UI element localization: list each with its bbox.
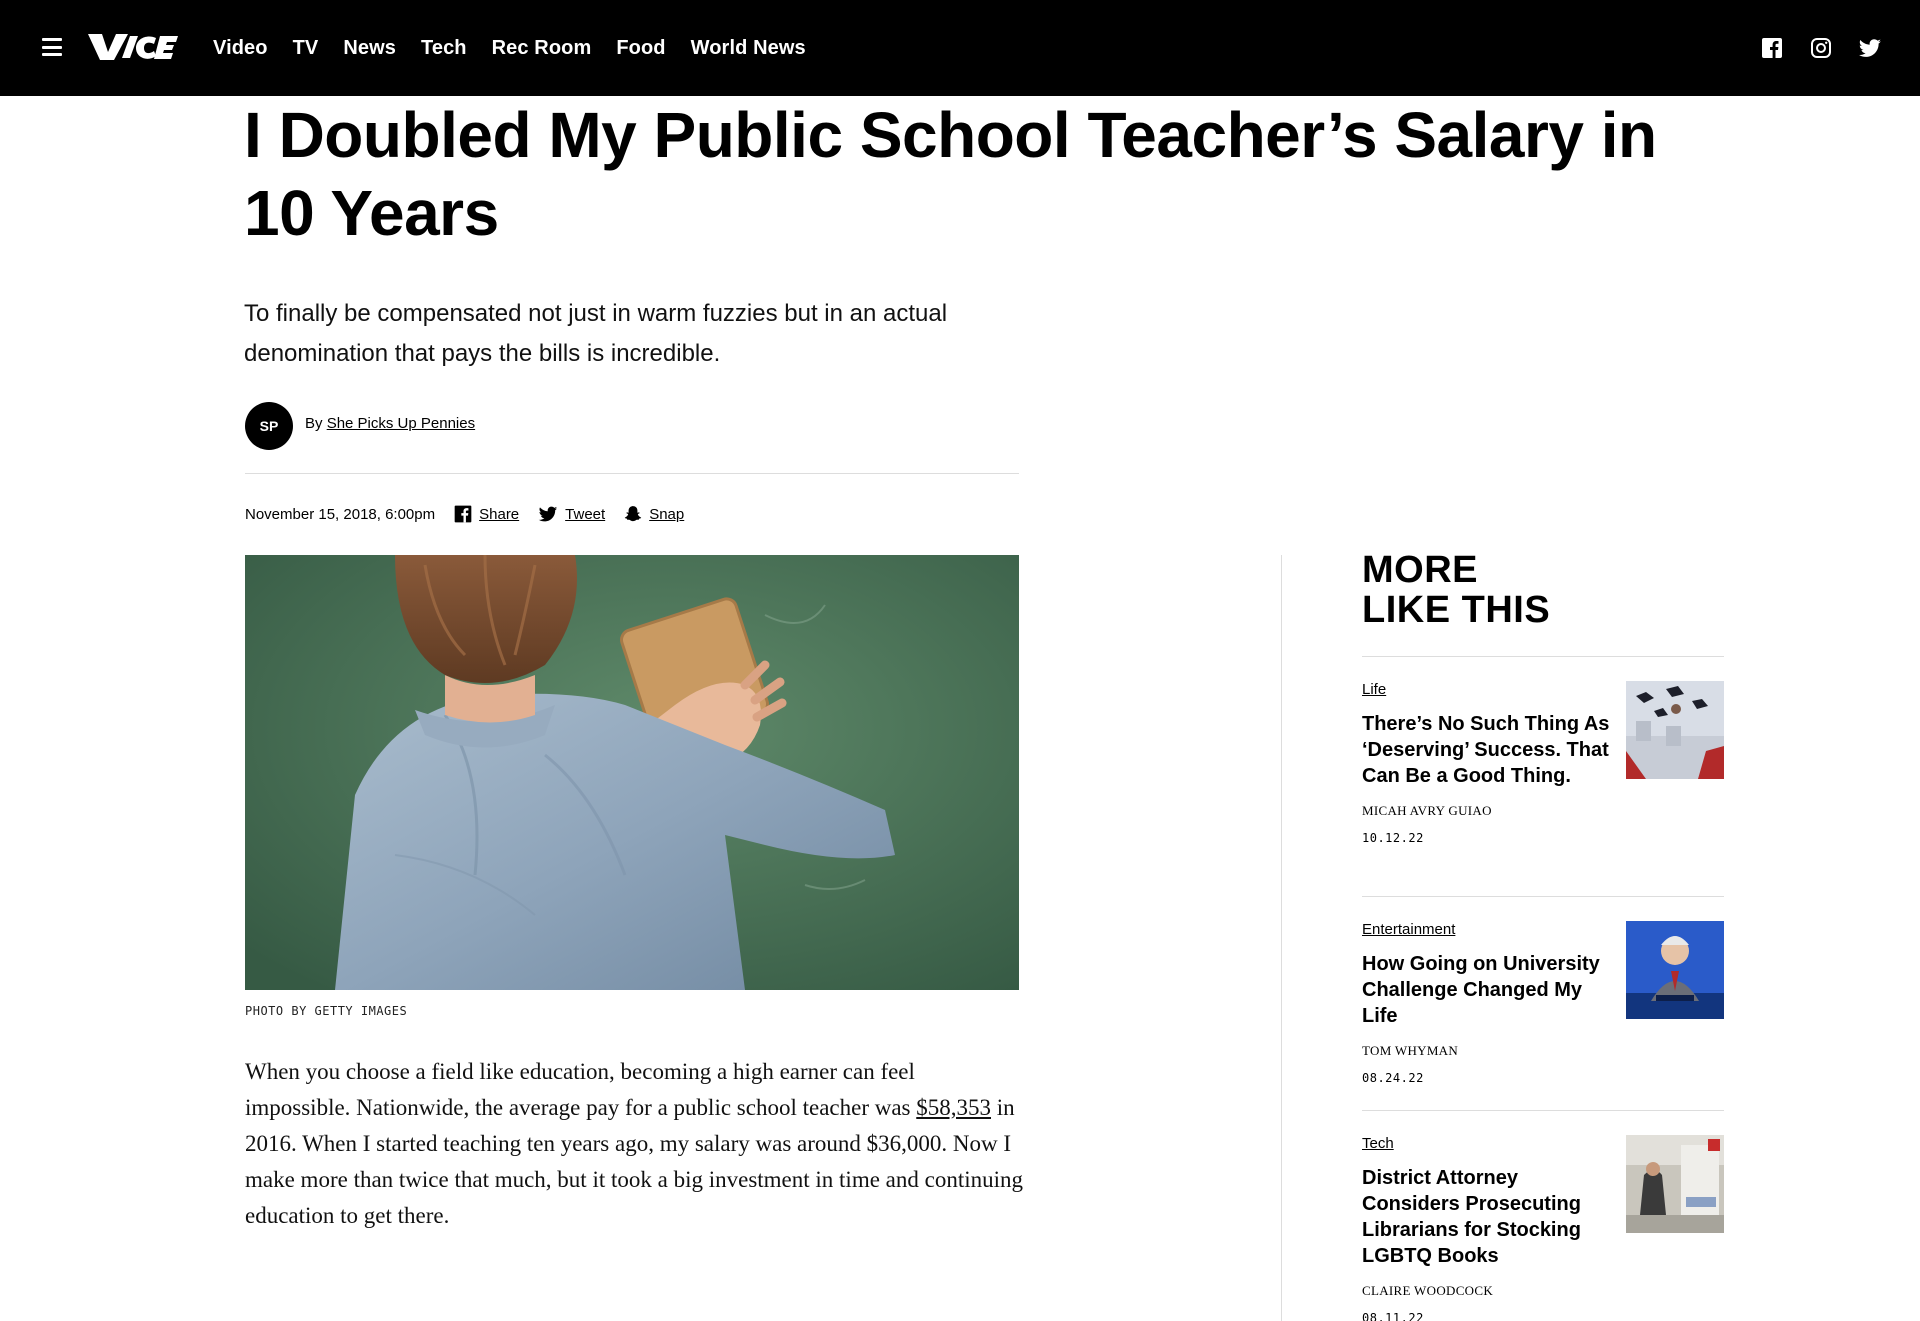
related-date: 08.11.22 <box>1362 1311 1424 1321</box>
related-thumbnail[interactable] <box>1626 1135 1724 1233</box>
nav-rec-room[interactable]: Rec Room <box>491 36 592 59</box>
heading-line-1: MORE <box>1362 549 1478 591</box>
share-snapchat-button[interactable] <box>623 504 684 524</box>
share-snapchat-label: Snap <box>649 505 685 523</box>
nav-video[interactable]: Video <box>213 36 268 59</box>
snapchat-icon <box>623 504 643 524</box>
more-like-this-heading <box>1362 550 1550 630</box>
related-article-card[interactable] <box>1362 1135 1724 1321</box>
instagram-icon[interactable] <box>1809 36 1833 60</box>
salary-stat-link[interactable]: $58,353 <box>916 1095 991 1120</box>
related-category-link[interactable]: Entertainment <box>1362 921 1456 938</box>
nav-tv[interactable]: TV <box>292 36 319 59</box>
share-facebook-button[interactable] <box>453 504 519 524</box>
nav-world-news[interactable]: World News <box>690 36 806 59</box>
menu-icon[interactable] <box>42 38 62 56</box>
related-category-link[interactable]: Life <box>1362 681 1387 698</box>
related-title[interactable]: District Attorney Considers Prosecuting Librarians for Stocking LGBTQ Books <box>1362 1167 1581 1267</box>
publish-date: November 15, 2018, 6:00pm <box>245 505 436 523</box>
share-twitter-label: Tweet <box>565 505 606 523</box>
related-author: CLAIRE WOODCOCK <box>1362 1283 1494 1298</box>
site-header <box>0 0 1920 96</box>
byline-divider <box>245 473 1019 474</box>
facebook-icon <box>453 504 473 524</box>
related-title[interactable]: How Going on University Challenge Changed My Life <box>1362 953 1600 1027</box>
author-link[interactable]: She Picks Up Pennies <box>326 415 476 432</box>
image-caption: PHOTO BY GETTY IMAGES <box>245 1004 408 1018</box>
related-thumbnail[interactable] <box>1626 681 1724 779</box>
related-date: 08.24.22 <box>1362 1071 1424 1085</box>
related-thumbnail[interactable] <box>1626 921 1724 1019</box>
sidebar-rule <box>1362 896 1724 897</box>
heading-line-2: LIKE THIS <box>1362 589 1551 631</box>
sidebar-divider <box>1281 555 1282 1321</box>
vice-logo[interactable] <box>84 30 180 64</box>
byline <box>305 415 475 432</box>
twitter-icon <box>537 504 559 524</box>
share-twitter-button[interactable] <box>537 504 605 524</box>
article-title: I Doubled My Public School Teacher’s Salary in 10 Years <box>244 99 1657 249</box>
related-author: MICAH AVRY GUIAO <box>1362 803 1492 818</box>
twitter-icon[interactable] <box>1858 36 1882 60</box>
body-text-part2: in 2016. When I started teaching ten years ago, my salary was around $36,000. Now I make more than twice that much, but it took a big investment in time and continuing education to get there. <box>245 1095 1024 1228</box>
related-date: 10.12.22 <box>1362 831 1424 845</box>
article-body <box>245 1054 1025 1234</box>
article-meta <box>245 502 702 526</box>
hero-image <box>245 555 1019 990</box>
share-facebook-label: Share <box>479 505 520 523</box>
article-dek: To finally be compensated not just in warm fuzzies but in an actual denomination that pays the bills is incredible. <box>244 300 948 367</box>
facebook-icon[interactable] <box>1760 36 1784 60</box>
nav-food[interactable]: Food <box>616 36 666 59</box>
related-category-link[interactable]: Tech <box>1362 1135 1394 1152</box>
main-nav <box>213 0 831 96</box>
nav-tech[interactable]: Tech <box>421 36 467 59</box>
social-links <box>1760 36 1882 60</box>
body-text-part1: When you choose a field like education, becoming a high earner can feel impossible. Nationwide, the average pay for a public school teacher was <box>245 1059 917 1120</box>
byline-prefix: By <box>305 415 323 432</box>
related-title[interactable]: There’s No Such Thing As ‘Deserving’ Success. That Can Be a Good Thing. <box>1362 713 1610 787</box>
related-article-card[interactable] <box>1362 921 1724 1085</box>
related-author: TOM WHYMAN <box>1362 1043 1459 1058</box>
author-avatar[interactable]: SP <box>245 402 293 450</box>
nav-news[interactable]: News <box>343 36 397 59</box>
sidebar-rule <box>1362 1110 1724 1111</box>
related-article-card[interactable] <box>1362 681 1724 845</box>
sidebar-rule <box>1362 656 1724 657</box>
